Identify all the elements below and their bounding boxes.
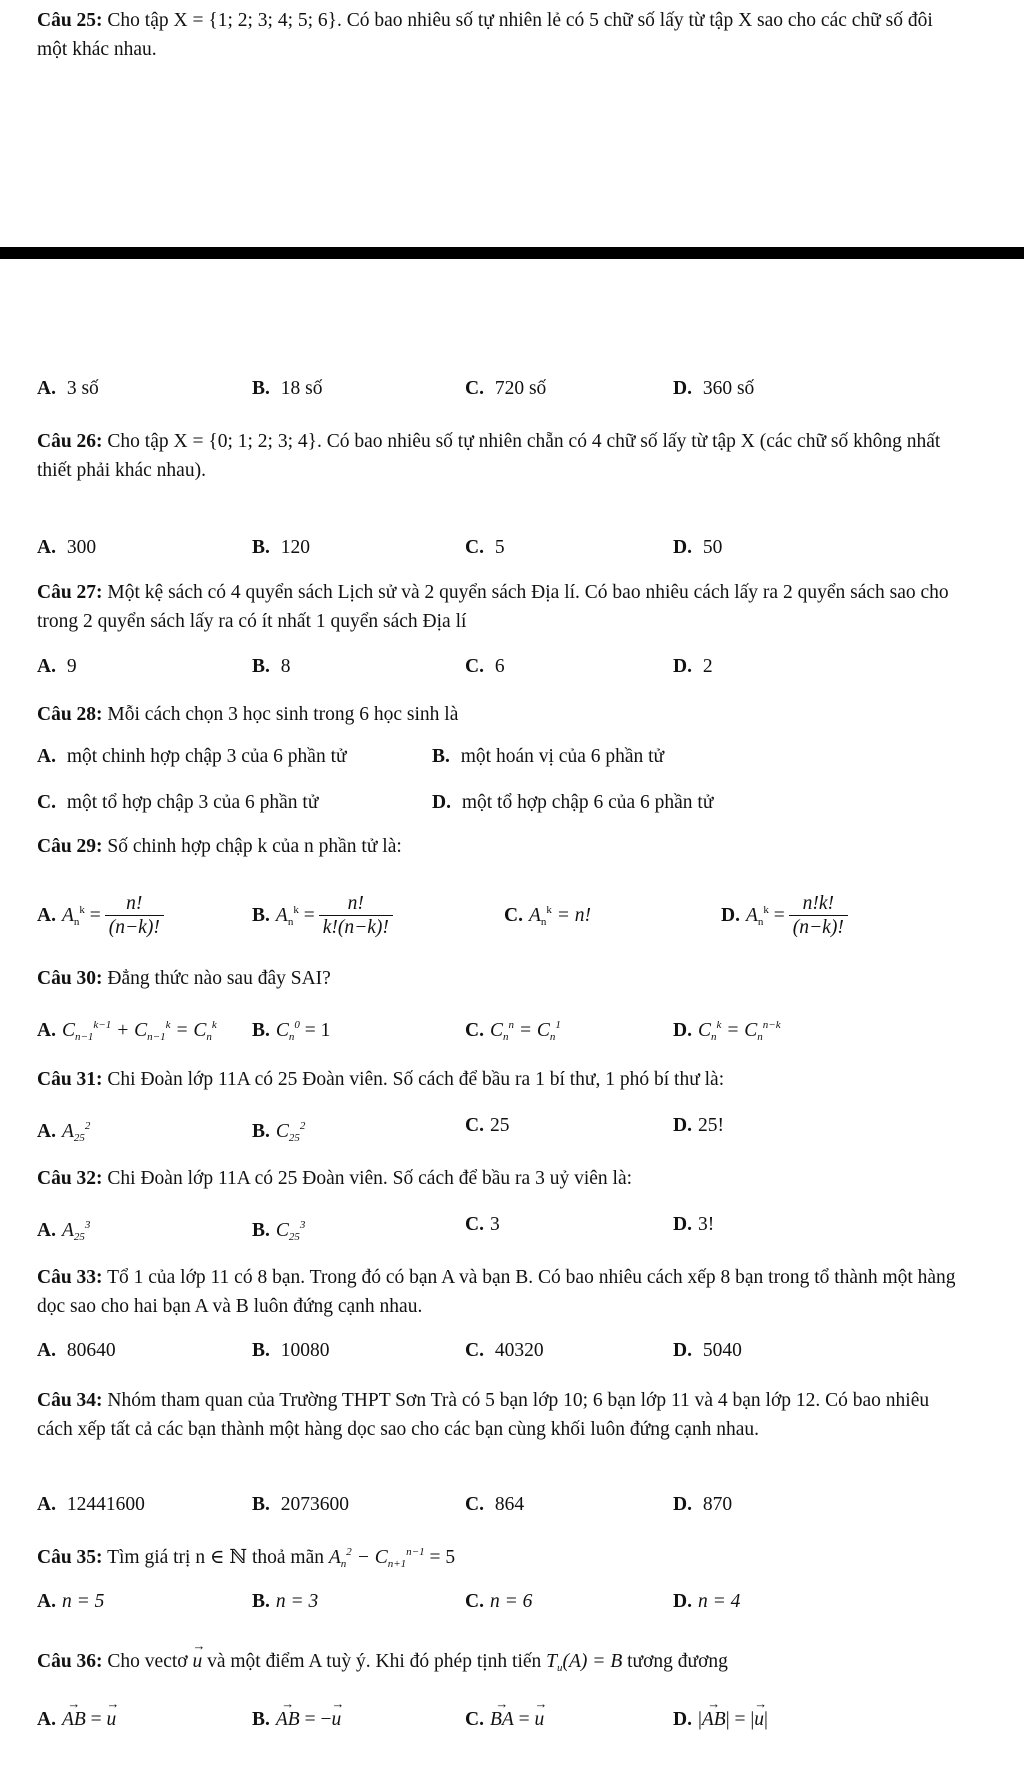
- equation: $A_n^2 - C_{n+1}^{n-1}$: [328, 1546, 425, 1570]
- option-b[interactable]: B. 2073600: [252, 1494, 350, 1515]
- question-text: Câu 33: Tổ 1 của lớp 11 có 8 bạn. Trong đó có bạn A và bạn B. Có bao nhiêu cách xếp 8 bạn trong tổ thành một hàng dọc sao cho hai bạn A và B luôn đứng cạnh nhau.: [37, 1267, 956, 1317]
- question-29: [37, 832, 964, 861]
- option-a[interactable]: A. một chinh hợp chập 3 của 6 phần tử: [37, 746, 347, 767]
- option-d[interactable]: D. 50: [673, 537, 723, 558]
- question-text: Câu 25: Cho tập X = {1; 2; 3; 4; 5; 6}. Có bao nhiêu số tự nhiên lẻ có 5 chữ số lấy từ tập X sao cho các chữ số đôi một khác nhau.: [37, 10, 933, 60]
- options-33: [37, 1336, 987, 1366]
- question-30: [37, 964, 964, 993]
- question-34: [37, 1386, 964, 1444]
- vector-u: → u: [192, 1641, 202, 1676]
- question-26: [37, 427, 964, 485]
- question-text: Câu 26: Cho tập X = {0; 1; 2; 3; 4}. Có bao nhiêu số tự nhiên chẵn có 4 chữ số lấy từ tập X (các chữ số không nhất thiết phải khác nhau).: [37, 431, 941, 481]
- option-b[interactable]: B. một hoán vị của 6 phần tử: [432, 746, 665, 767]
- option-c[interactable]: C. một tổ hợp chập 3 của 6 phần tử: [37, 792, 319, 813]
- option-c[interactable]: C.→ BA = → u: [465, 1699, 544, 1735]
- option-c[interactable]: C. $A_n^k = n$!: [504, 904, 592, 928]
- options-28-row2: [37, 788, 987, 818]
- option-a[interactable]: A. $A_{25}^3$: [37, 1219, 91, 1243]
- option-d[interactable]: D. 25!: [673, 1115, 724, 1136]
- option-d[interactable]: D. 2: [673, 656, 713, 677]
- option-c[interactable]: C. 25: [465, 1115, 510, 1136]
- option-d[interactable]: D. |→ AB| = |→ u|: [673, 1699, 768, 1735]
- option-c[interactable]: C. $C_n^n = C_n^1$: [465, 1019, 561, 1043]
- option-c[interactable]: C. 6: [465, 656, 505, 677]
- option-a[interactable]: A. 300: [37, 537, 97, 558]
- options-25: [37, 374, 987, 404]
- question-28: [37, 700, 964, 729]
- option-a[interactable]: A.→ AB = → u: [37, 1699, 116, 1735]
- option-b[interactable]: B. $C_{25}^2$: [252, 1120, 306, 1144]
- question-27: [37, 578, 964, 636]
- option-d[interactable]: D. một tổ hợp chập 6 của 6 phần tử: [432, 792, 714, 813]
- option-d[interactable]: D. 360 số: [673, 378, 755, 399]
- question-text: Câu 27: Một kệ sách có 4 quyển sách Lịch sử và 2 quyển sách Địa lí. Có bao nhiêu cách lấy ra 2 quyển sách sao cho trong 2 quyển sách lấy ra có ít nhất 1 quyển sách Địa lí: [37, 582, 949, 632]
- option-d[interactable]: D. 870: [673, 1494, 733, 1515]
- option-a[interactable]: A. 9: [37, 656, 77, 677]
- question-36: Câu 36: Cho vectơ → u và một điểm A tuỳ ý. Khi đó phép tịnh tiến $T_u(A) = B$ tương đương: [37, 1641, 964, 1683]
- options-28-row1: [37, 742, 987, 772]
- option-c[interactable]: C. 40320: [465, 1340, 544, 1361]
- question-text: Câu 34: Nhóm tham quan của Trường THPT Sơn Trà có 5 bạn lớp 10; 6 bạn lớp 11 và 4 bạn lớp 12. Có bao nhiêu cách xếp tất cả các bạn thành một hàng dọc sao cho các bạn cùng khối luôn đứng cạnh nhau.: [37, 1390, 930, 1440]
- option-b[interactable]: B. $C_{25}^3$: [252, 1219, 306, 1243]
- question-33: [37, 1263, 964, 1321]
- option-a[interactable]: A. 12441600: [37, 1494, 145, 1515]
- option-c[interactable]: C. 864: [465, 1494, 525, 1515]
- question-32: [37, 1164, 964, 1193]
- option-a[interactable]: A. 3 số: [37, 378, 99, 399]
- options-31: [37, 1111, 987, 1144]
- options-34: [37, 1490, 987, 1520]
- option-b[interactable]: B. n = 3: [252, 1591, 319, 1612]
- option-d[interactable]: D. $C_n^k = C_n^{n-k}$: [673, 1019, 781, 1043]
- options-26: [37, 533, 987, 563]
- options-27: [37, 652, 987, 682]
- question-text: Câu 28: Mỗi cách chọn 3 học sinh trong 6 học sinh là: [37, 704, 459, 725]
- option-d[interactable]: D. 3!: [673, 1214, 715, 1235]
- translation: $T_u(A) = B$: [546, 1651, 623, 1674]
- option-b[interactable]: B.→ AB = −→ u: [252, 1699, 341, 1735]
- option-a[interactable]: A. n = 5: [37, 1591, 105, 1612]
- question-25: [37, 6, 964, 64]
- question-35: Câu 35: Tìm giá trị n ∈ ℕ thoả mãn $A_n^2 - C_{n+1}^{n-1} = 5$: [37, 1546, 456, 1570]
- options-36: [37, 1699, 987, 1729]
- options-29: [37, 880, 987, 940]
- option-a[interactable]: A. 80640: [37, 1340, 116, 1361]
- option-a[interactable]: A. $C_{n-1}^{k-1} + C_{n-1}^k = C_n^k$: [37, 1019, 217, 1043]
- options-35: [37, 1587, 987, 1617]
- question-text: Câu 30: Đẳng thức nào sau đây SAI?: [37, 968, 331, 989]
- option-b[interactable]: B. 10080: [252, 1340, 330, 1361]
- option-c[interactable]: C. n = 6: [465, 1591, 533, 1612]
- divider-bar: [0, 247, 1024, 259]
- option-a[interactable]: A. $A_n^k$ = $\frac{n!}{(n-k)!}$: [37, 880, 164, 952]
- question-text: Câu 32: Chi Đoàn lớp 11A có 25 Đoàn viên. Số cách để bầu ra 3 uỷ viên là:: [37, 1168, 633, 1189]
- option-d[interactable]: D. $A_n^k$ = $\frac{n!k!}{(n-k)!}$: [721, 880, 848, 952]
- option-b[interactable]: B. 8: [252, 656, 291, 677]
- option-c[interactable]: C. 720 số: [465, 378, 547, 399]
- question-text: Câu 31: Chi Đoàn lớp 11A có 25 Đoàn viên. Số cách để bầu ra 1 bí thư, 1 phó bí thư là:: [37, 1069, 725, 1090]
- options-32: [37, 1210, 987, 1243]
- option-b[interactable]: B. 18 số: [252, 378, 323, 399]
- question-text: Câu 29: Số chinh hợp chập k của n phần tử là:: [37, 836, 402, 857]
- option-b[interactable]: B. $A_n^k$ = $\frac{n!}{k!(n-k)!}$: [252, 880, 393, 952]
- option-c[interactable]: C. 3: [465, 1214, 500, 1235]
- option-b[interactable]: B. $C_n^0 = 1$: [252, 1019, 331, 1043]
- option-d[interactable]: D. 5040: [673, 1340, 742, 1361]
- options-30: [37, 1010, 987, 1043]
- question-31: [37, 1065, 964, 1094]
- option-d[interactable]: D. n = 4: [673, 1591, 741, 1612]
- option-b[interactable]: B. 120: [252, 537, 311, 558]
- question-text: Câu 35: Tìm giá trị n ∈ ℕ thoả mãn: [37, 1547, 324, 1568]
- option-a[interactable]: A. $A_{25}^2$: [37, 1120, 91, 1144]
- option-c[interactable]: C. 5: [465, 537, 505, 558]
